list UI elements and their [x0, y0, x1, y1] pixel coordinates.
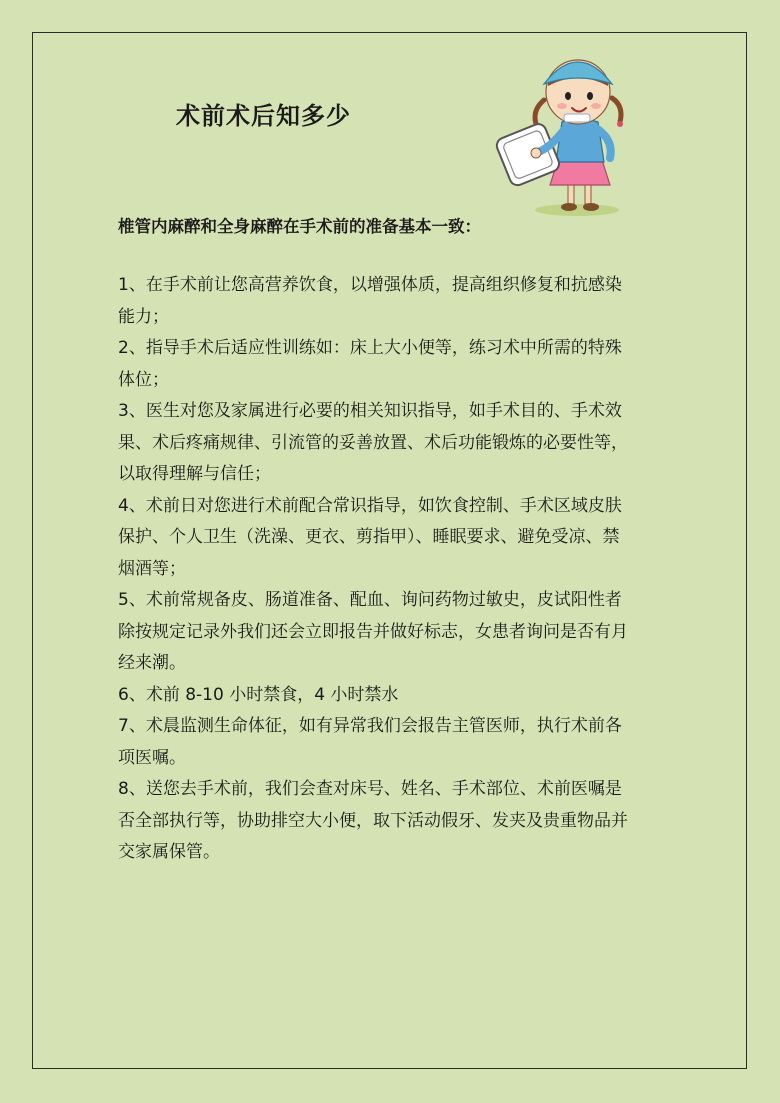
item-line: 6、术前 8-10 小时禁食，4 小时禁水: [118, 684, 399, 705]
list-item: [118, 585, 674, 680]
item-line: 7、术晨监测生命体征，如有异常我们会报告主管医师，执行术前各: [118, 716, 622, 736]
item-line: 项医嘱。: [118, 747, 186, 768]
item-line: 2、指导手术后适应性训练如：床上大小便等，练习术中所需的特殊: [118, 338, 622, 358]
section-subtitle: 椎管内麻醉和全身麻醉在手术前的准备基本一致：: [118, 217, 481, 236]
list-item: [118, 774, 674, 869]
list-item: [118, 491, 674, 586]
item-line: 经来潮。: [118, 653, 186, 673]
item-line: 烟酒等；: [118, 558, 186, 579]
nurse-girl-illustration: [492, 40, 642, 225]
item-line: 8、送您去手术前，我们会查对床号、姓名、手术部位、术前医嘱是: [118, 779, 622, 799]
item-line: 保护、个人卫生（洗澡、更衣、剪指甲）、睡眠要求、避免受凉、禁: [118, 527, 620, 547]
item-line: 体位；: [118, 369, 169, 390]
list-item: [118, 680, 674, 712]
item-line: 3、医生对您及家属进行必要的相关知识指导，如手术目的、手术效: [118, 401, 622, 421]
item-line: 否全部执行等，协助排空大小便，取下活动假牙、发夹及贵重物品并: [118, 810, 628, 831]
item-line: 以取得理解与信任；: [118, 464, 271, 484]
item-line: 5、术前常规备皮、肠道准备、配血、询问药物过敏史，皮试阳性者: [118, 590, 622, 610]
list-item: [118, 270, 674, 333]
item-line: 除按规定记录外我们还会立即报告并做好标志，女患者询问是否有月: [118, 621, 628, 642]
preparation-list: [118, 270, 674, 869]
page-title: 术前术后知多少: [176, 102, 351, 130]
list-item: [118, 333, 674, 396]
item-line: 能力；: [118, 306, 169, 327]
item-line: 1、在手术前让您高营养饮食，以增强体质，提高组织修复和抗感染: [118, 275, 622, 295]
list-item: [118, 711, 674, 774]
item-line: 交家属保管。: [118, 842, 220, 862]
list-item: [118, 396, 674, 491]
item-line: 4、术前日对您进行术前配合常识指导，如饮食控制、手术区域皮肤: [118, 495, 622, 516]
item-line: 果、术后疼痛规律、引流管的妥善放置、术后功能锻炼的必要性等，: [118, 432, 628, 453]
